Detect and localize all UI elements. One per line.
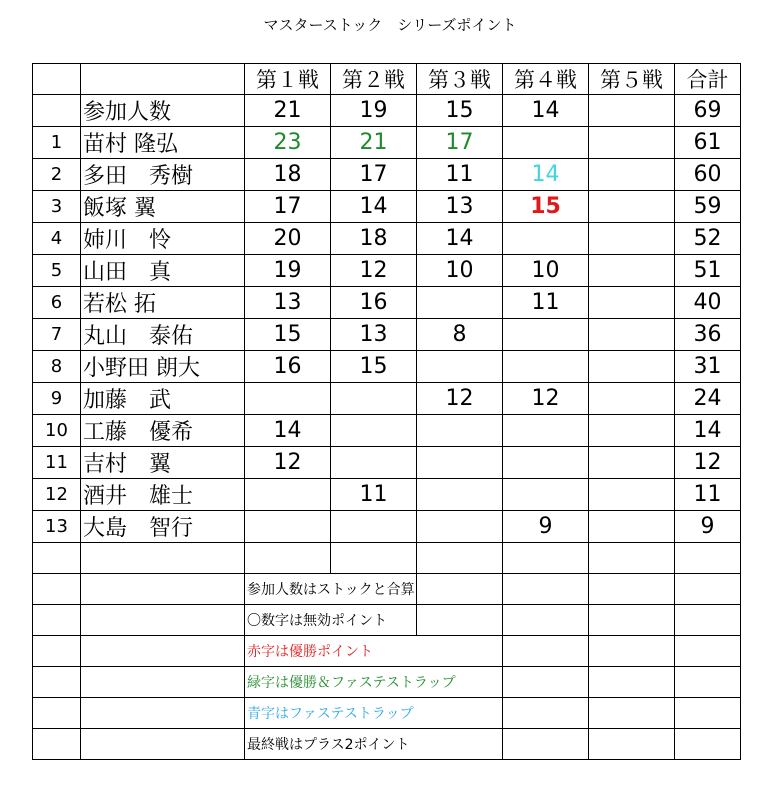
total-cell: 14 (675, 415, 741, 447)
participants-round-2: 19 (331, 95, 417, 127)
empty-cell (675, 605, 741, 636)
empty-cell (589, 729, 675, 760)
total-cell: 24 (675, 383, 741, 415)
empty-cell (675, 698, 741, 729)
empty-cell (589, 667, 675, 698)
empty-cell (33, 667, 81, 698)
participants-no-cell (33, 95, 81, 127)
score-cell (589, 447, 675, 479)
score-cell (589, 127, 675, 159)
driver-name: 丸山 泰佑 (81, 319, 245, 351)
score-cell (503, 447, 589, 479)
note-text: 最終戦はプラス2ポイント (245, 729, 503, 760)
score-cell (503, 127, 589, 159)
score-cell (503, 319, 589, 351)
score-cell: 11 (331, 479, 417, 511)
driver-name: 工藤 優希 (81, 415, 245, 447)
empty-cell (589, 636, 675, 667)
header-round-2: 第２戦 (331, 64, 417, 95)
score-cell: 8 (417, 319, 503, 351)
empty-cell (81, 698, 245, 729)
header-row (33, 64, 741, 95)
rank-cell: 6 (33, 287, 81, 319)
points-table (32, 63, 741, 760)
rank-cell: 10 (33, 415, 81, 447)
driver-name: 飯塚 翼 (81, 191, 245, 223)
empty-cell (417, 605, 503, 636)
driver-name: 小野田 朗大 (81, 351, 245, 383)
driver-name: 酒井 雄士 (81, 479, 245, 511)
empty-cell (81, 543, 245, 574)
rank-cell: 4 (33, 223, 81, 255)
header-total: 合計 (675, 64, 741, 95)
score-cell (245, 383, 331, 415)
score-cell (589, 159, 675, 191)
score-cell (589, 479, 675, 511)
score-cell: 17 (331, 159, 417, 191)
empty-cell (417, 574, 503, 605)
empty-cell (503, 636, 589, 667)
score-cell (503, 351, 589, 383)
table-row (33, 127, 741, 159)
participants-round-1: 21 (245, 95, 331, 127)
table-row (33, 511, 741, 543)
score-cell (589, 319, 675, 351)
empty-cell (33, 636, 81, 667)
score-cell (245, 511, 331, 543)
empty-cell (675, 667, 741, 698)
table-row (33, 191, 741, 223)
table-row (33, 351, 741, 383)
score-cell (589, 287, 675, 319)
total-cell: 60 (675, 159, 741, 191)
empty-cell (675, 729, 741, 760)
rank-cell: 11 (33, 447, 81, 479)
participants-row (33, 95, 741, 127)
score-cell (245, 479, 331, 511)
rank-cell: 13 (33, 511, 81, 543)
score-cell (417, 447, 503, 479)
score-cell (503, 479, 589, 511)
score-cell (589, 351, 675, 383)
score-cell (503, 223, 589, 255)
score-cell: 15 (245, 319, 331, 351)
score-cell (589, 383, 675, 415)
driver-name: 多田 秀樹 (81, 159, 245, 191)
driver-name: 姉川 怜 (81, 223, 245, 255)
score-cell: 11 (503, 287, 589, 319)
score-cell: 18 (331, 223, 417, 255)
score-cell (503, 415, 589, 447)
total-cell: 59 (675, 191, 741, 223)
score-cell: 12 (503, 383, 589, 415)
empty-cell (81, 667, 245, 698)
header-round-4: 第４戦 (503, 64, 589, 95)
table-row (33, 287, 741, 319)
empty-row (33, 543, 741, 574)
empty-cell (589, 574, 675, 605)
header-round-3: 第３戦 (417, 64, 503, 95)
score-cell: 21 (331, 127, 417, 159)
total-cell: 36 (675, 319, 741, 351)
score-cell: 14 (331, 191, 417, 223)
total-cell: 40 (675, 287, 741, 319)
note-text-green: 緑字は優勝＆ファステストラップ (245, 667, 503, 698)
empty-cell (33, 698, 81, 729)
empty-cell (417, 543, 503, 574)
rank-cell: 12 (33, 479, 81, 511)
empty-cell (503, 574, 589, 605)
score-cell (589, 415, 675, 447)
score-cell: 14 (245, 415, 331, 447)
score-cell: 14 (417, 223, 503, 255)
empty-cell (33, 605, 81, 636)
note-row (33, 667, 741, 698)
score-cell: 23 (245, 127, 331, 159)
empty-cell (81, 636, 245, 667)
score-cell: 17 (417, 127, 503, 159)
empty-cell (675, 543, 741, 574)
score-cell: 13 (331, 319, 417, 351)
score-cell: 16 (245, 351, 331, 383)
driver-name: 大島 智行 (81, 511, 245, 543)
empty-cell (33, 574, 81, 605)
score-cell: 14 (503, 159, 589, 191)
table-row (33, 447, 741, 479)
note-text: 参加人数はストックと合算 (245, 574, 417, 605)
score-cell (331, 447, 417, 479)
empty-cell (81, 574, 245, 605)
score-cell: 13 (245, 287, 331, 319)
score-cell (331, 383, 417, 415)
header-round-1: 第１戦 (245, 64, 331, 95)
total-cell: 11 (675, 479, 741, 511)
note-row (33, 729, 741, 760)
score-cell: 9 (503, 511, 589, 543)
total-cell: 12 (675, 447, 741, 479)
score-cell (417, 415, 503, 447)
score-cell: 12 (417, 383, 503, 415)
note-row (33, 574, 741, 605)
rank-cell: 9 (33, 383, 81, 415)
empty-cell (503, 543, 589, 574)
score-cell (417, 511, 503, 543)
total-cell: 51 (675, 255, 741, 287)
score-cell (417, 479, 503, 511)
empty-cell (33, 729, 81, 760)
empty-cell (503, 667, 589, 698)
note-text-red: 赤字は優勝ポイント (245, 636, 503, 667)
score-cell: 12 (331, 255, 417, 287)
empty-cell (675, 574, 741, 605)
score-cell: 12 (245, 447, 331, 479)
score-cell: 15 (503, 191, 589, 223)
score-cell (589, 511, 675, 543)
note-row (33, 605, 741, 636)
note-text: 〇数字は無効ポイント (245, 605, 417, 636)
score-cell: 20 (245, 223, 331, 255)
table-row (33, 383, 741, 415)
empty-cell (675, 636, 741, 667)
rank-cell: 3 (33, 191, 81, 223)
driver-name: 苗村 隆弘 (81, 127, 245, 159)
score-cell (589, 223, 675, 255)
rank-cell: 7 (33, 319, 81, 351)
table-row (33, 319, 741, 351)
participants-label: 参加人数 (81, 95, 245, 127)
empty-cell (589, 543, 675, 574)
participants-round-5 (589, 95, 675, 127)
driver-name: 加藤 武 (81, 383, 245, 415)
header-name-cell (81, 64, 245, 95)
empty-cell (81, 605, 245, 636)
rank-cell: 5 (33, 255, 81, 287)
empty-cell (503, 729, 589, 760)
participants-total: 69 (675, 95, 741, 127)
empty-cell (245, 543, 331, 574)
page-title: マスターストック シリーズポイント (263, 16, 517, 34)
score-cell (589, 255, 675, 287)
table-row (33, 255, 741, 287)
participants-round-3: 15 (417, 95, 503, 127)
score-cell: 18 (245, 159, 331, 191)
driver-name: 若松 拓 (81, 287, 245, 319)
empty-cell (589, 605, 675, 636)
total-cell: 9 (675, 511, 741, 543)
empty-cell (503, 698, 589, 729)
score-cell: 19 (245, 255, 331, 287)
rank-cell: 2 (33, 159, 81, 191)
score-cell (589, 191, 675, 223)
table-row (33, 479, 741, 511)
table-row (33, 415, 741, 447)
total-cell: 52 (675, 223, 741, 255)
score-cell: 17 (245, 191, 331, 223)
header-round-5: 第５戦 (589, 64, 675, 95)
score-cell (417, 287, 503, 319)
empty-cell (503, 605, 589, 636)
score-cell: 15 (331, 351, 417, 383)
total-cell: 61 (675, 127, 741, 159)
empty-cell (81, 729, 245, 760)
participants-round-4: 14 (503, 95, 589, 127)
note-text-blue: 青字はファステストラップ (245, 698, 503, 729)
rank-cell: 8 (33, 351, 81, 383)
rank-cell: 1 (33, 127, 81, 159)
score-cell (331, 511, 417, 543)
table-row (33, 159, 741, 191)
driver-name: 山田 真 (81, 255, 245, 287)
header-no-cell (33, 64, 81, 95)
empty-cell (33, 543, 81, 574)
note-row (33, 636, 741, 667)
total-cell: 31 (675, 351, 741, 383)
note-row (33, 698, 741, 729)
score-cell: 13 (417, 191, 503, 223)
score-cell: 11 (417, 159, 503, 191)
driver-name: 吉村 翼 (81, 447, 245, 479)
score-cell: 10 (417, 255, 503, 287)
score-cell: 16 (331, 287, 417, 319)
score-cell (417, 351, 503, 383)
table-row (33, 223, 741, 255)
score-cell (331, 415, 417, 447)
empty-cell (589, 698, 675, 729)
empty-cell (331, 543, 417, 574)
score-cell: 10 (503, 255, 589, 287)
